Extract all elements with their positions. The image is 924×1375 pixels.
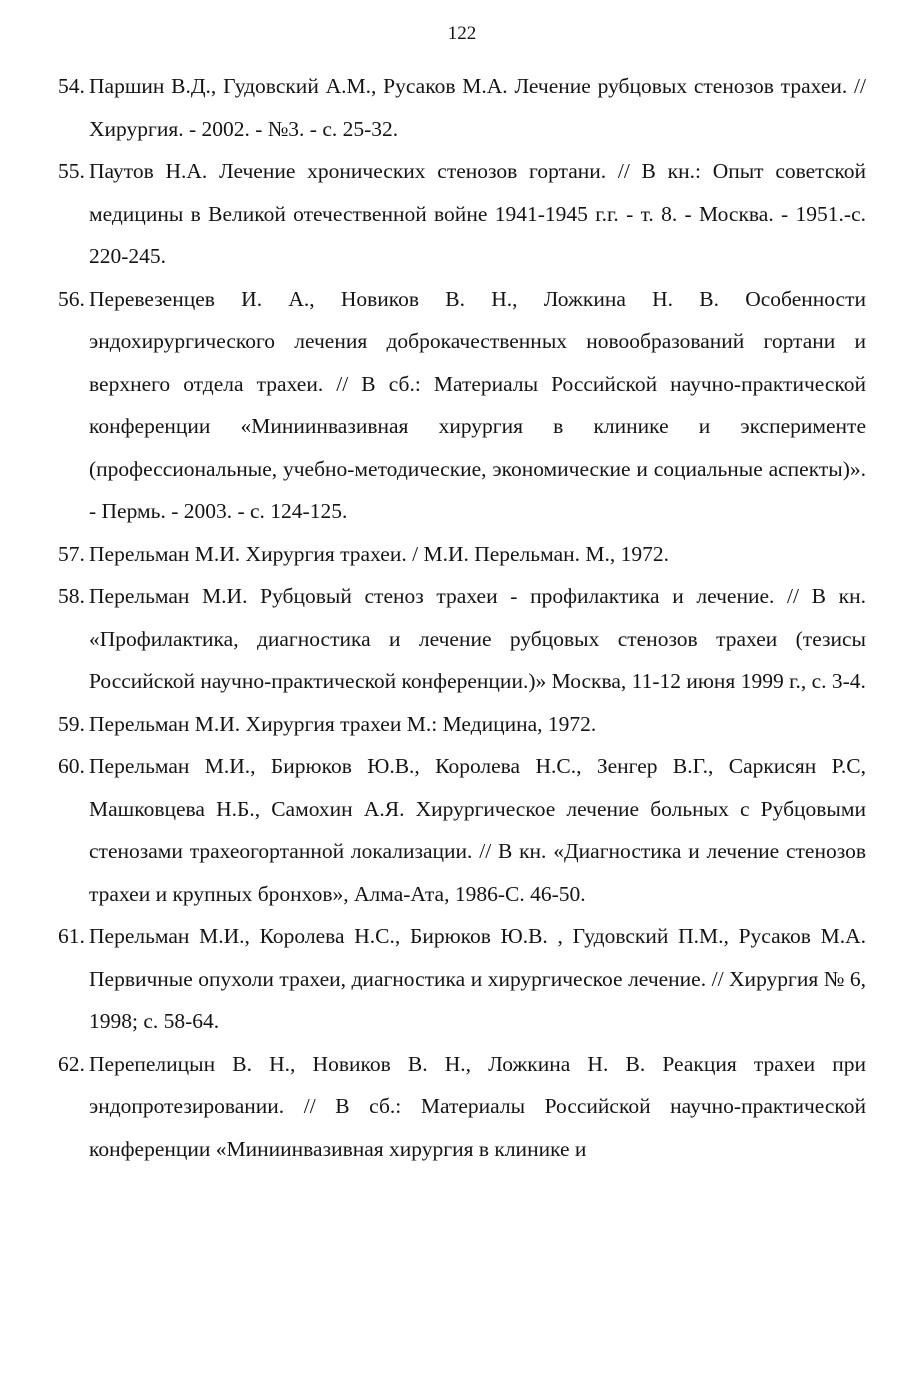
reference-item: [58, 915, 866, 1043]
reference-number: 55.: [58, 159, 85, 183]
reference-number: 59.: [58, 711, 85, 736]
reference-number: 56.: [58, 286, 85, 311]
reference-text: Перельман М.И., Королева Н.С., Бирюков Ю.В. , Гудовский П.М., Русаков М.А. Первичные опухоли трахеи, диагностика и хирургическое лечение. // Хирургия № 6, 1998; с. 58-64.: [89, 924, 866, 1033]
reference-text: Перельман М.И. Хирургия трахеи М.: Медицина, 1972.: [89, 711, 597, 736]
reference-item: [58, 745, 866, 915]
page-number: 122: [447, 23, 477, 44]
reference-item: [58, 575, 866, 703]
reference-number: 60.: [58, 754, 85, 778]
reference-text: Перепелицын В. Н., Новиков В. Н., Ложкина Н. В. Реакция трахеи при эндопротезировании. // В сб.: Материалы Российской научно-практической конференции «Миниинвазивная хирургия в клинике и: [89, 1051, 866, 1161]
reference-item: [58, 533, 866, 576]
reference-text: Перевезенцев И. А., Новиков В. Н., Ложкина Н. В. Особенности эндохирургического лечения доброкачественных новообразований гортани и верхнего отдела трахеи. // В сб.: Материалы Российской научно-практической конференции «Миниинвазивная хирургия в клинике и эксперименте (профессиональные, учебно-методические, экономические и социальные аспекты)». - Пермь. - 2003. - с. 124-125.: [89, 286, 866, 523]
reference-text: Перельман М.И. Рубцовый стеноз трахеи - профилактика и лечение. // В кн. «Профилактика, диагностика и лечение рубцовых стенозов трахеи (тезисы Российской научно-практической конференции.)» Москва, 11-12 июня 1999 г., с. 3-4.: [89, 584, 866, 693]
reference-number: 58.: [58, 584, 85, 608]
reference-item: [58, 278, 866, 533]
reference-text: Перельман М.И., Бирюков Ю.В., Королева Н.С., Зенгер В.Г., Саркисян Р.С, Машковцева Н.Б., Самохин А.Я. Хирургическое лечение больных с Рубцовыми стенозами трахеогортанной локализации. // В кн. «Диагностика и лечение стенозов трахеи и крупных бронхов», Алма-Ата, 1986-С. 46-50.: [89, 754, 866, 906]
reference-number: 54.: [58, 74, 85, 98]
reference-text: Перельман М.И. Хирургия трахеи. / М.И. Перельман. М., 1972.: [89, 541, 669, 566]
reference-number: 57.: [58, 541, 85, 566]
reference-item: [58, 703, 866, 746]
reference-item: [58, 65, 866, 150]
reference-item: [58, 1043, 866, 1171]
reference-item: [58, 150, 866, 278]
reference-number: 62.: [58, 1051, 85, 1076]
reference-text: Паутов Н.А. Лечение хронических стенозов гортани. // В кн.: Опыт советской медицины в Великой отечественной войне 1941-1945 г.г. - т. 8. - Москва. - 1951.-с. 220-245.: [89, 159, 866, 268]
reference-number: 61.: [58, 924, 85, 948]
reference-text: Паршин В.Д., Гудовский А.М., Русаков М.А. Лечение рубцовых стенозов трахеи. // Хирургия. - 2002. - №3. - с. 25-32.: [89, 74, 866, 141]
reference-list: [58, 65, 866, 1170]
